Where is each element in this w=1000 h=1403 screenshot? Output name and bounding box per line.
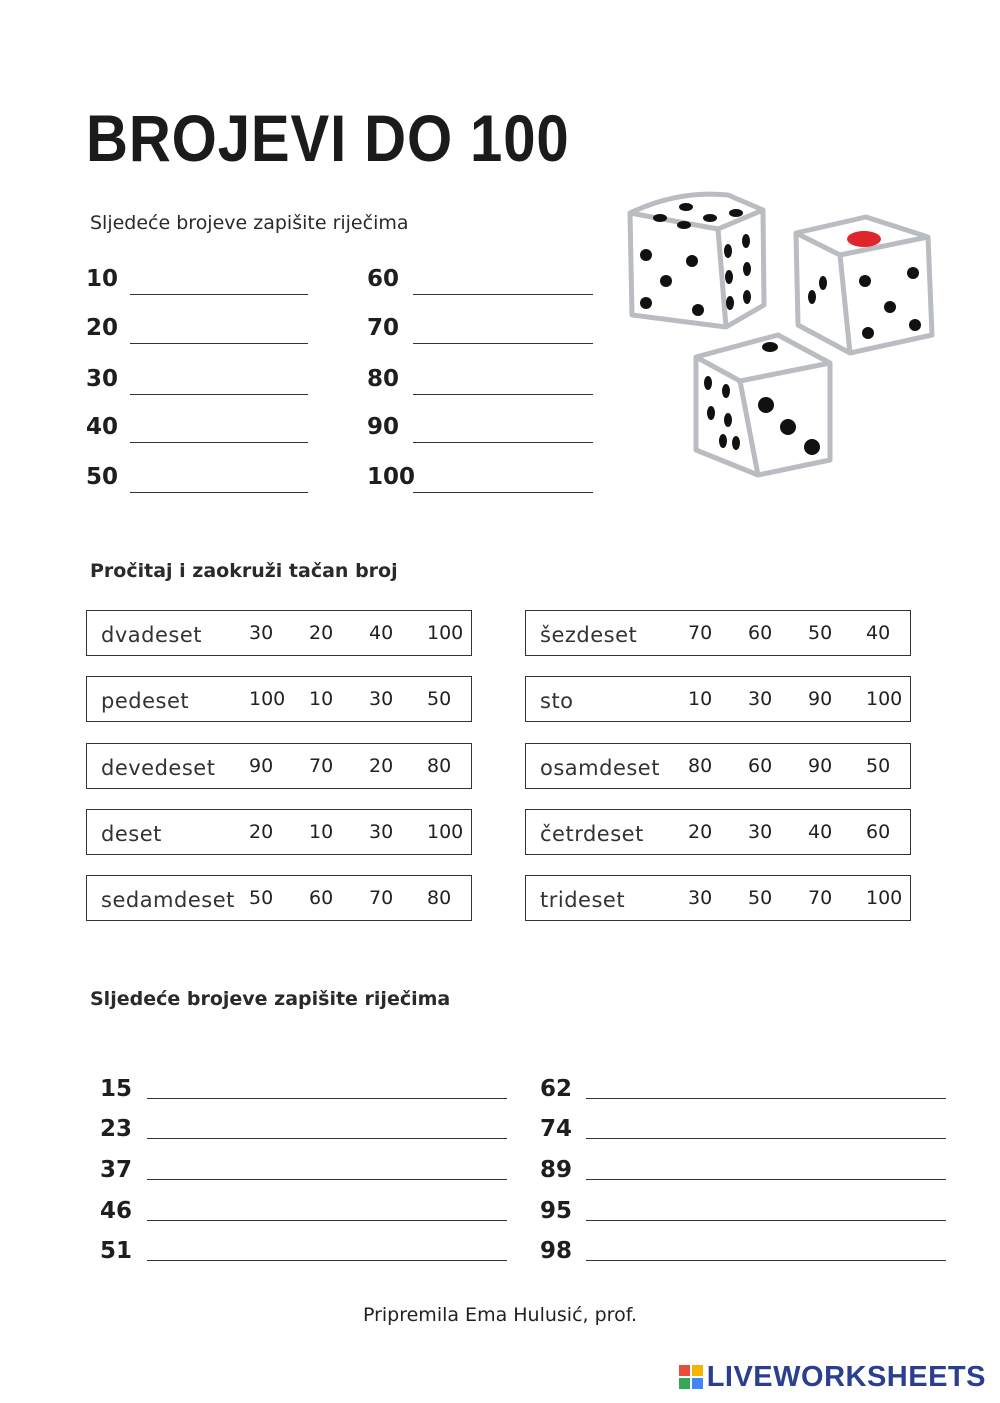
answer-line[interactable]: [130, 394, 308, 395]
number-option[interactable]: 90: [808, 688, 833, 710]
number-label: 40: [86, 414, 119, 440]
number-option[interactable]: 60: [748, 755, 773, 777]
number-choice-box: [525, 743, 911, 789]
number-option[interactable]: 60: [309, 887, 334, 909]
answer-line[interactable]: [586, 1138, 946, 1139]
answer-line[interactable]: [130, 343, 308, 344]
answer-line[interactable]: [413, 394, 593, 395]
number-label: 20: [86, 315, 119, 341]
number-choice-box: [86, 809, 472, 855]
number-option[interactable]: 50: [249, 887, 274, 909]
number-word: četrdeset: [540, 822, 644, 846]
number-choice-box: [86, 743, 472, 789]
number-option[interactable]: 30: [748, 821, 773, 843]
number-option[interactable]: 40: [808, 821, 833, 843]
number-option[interactable]: 30: [369, 821, 394, 843]
number-label: 89: [540, 1157, 573, 1183]
number-option[interactable]: 40: [369, 622, 394, 644]
number-option[interactable]: 50: [427, 688, 452, 710]
number-option[interactable]: 100: [427, 821, 464, 843]
number-option[interactable]: 30: [748, 688, 773, 710]
number-option[interactable]: 50: [808, 622, 833, 644]
number-word: dvadeset: [101, 623, 202, 647]
number-label: 10: [86, 266, 119, 292]
answer-line[interactable]: [130, 492, 308, 493]
number-label: 51: [100, 1238, 133, 1264]
answer-line[interactable]: [413, 442, 593, 443]
answer-line[interactable]: [147, 1260, 507, 1261]
section1-instruction: Sljedeće brojeve zapišite riječima: [90, 212, 409, 234]
number-option[interactable]: 70: [688, 622, 713, 644]
number-choice-box: [525, 809, 911, 855]
number-word: deset: [101, 822, 162, 846]
number-option[interactable]: 20: [688, 821, 713, 843]
number-option[interactable]: 60: [866, 821, 891, 843]
number-word: osamdeset: [540, 756, 660, 780]
number-option[interactable]: 100: [427, 622, 464, 644]
answer-line[interactable]: [413, 492, 593, 493]
number-option[interactable]: 50: [866, 755, 891, 777]
answer-line[interactable]: [147, 1138, 507, 1139]
answer-line[interactable]: [413, 343, 593, 344]
number-choice-box: [86, 676, 472, 722]
number-label: 15: [100, 1076, 133, 1102]
number-option[interactable]: 30: [369, 688, 394, 710]
number-label: 98: [540, 1238, 573, 1264]
number-label: 100: [367, 464, 416, 490]
number-word: sedamdeset: [101, 888, 235, 912]
answer-line[interactable]: [147, 1220, 507, 1221]
answer-line[interactable]: [147, 1179, 507, 1180]
answer-line[interactable]: [586, 1179, 946, 1180]
answer-line[interactable]: [586, 1098, 946, 1099]
page-title: BROJEVI DO 100: [86, 101, 570, 175]
number-option[interactable]: 80: [688, 755, 713, 777]
number-choice-box: [525, 610, 911, 656]
number-option[interactable]: 40: [866, 622, 891, 644]
number-label: 23: [100, 1116, 133, 1142]
answer-line[interactable]: [130, 442, 308, 443]
number-option[interactable]: 100: [866, 688, 903, 710]
number-option[interactable]: 60: [748, 622, 773, 644]
number-choice-box: [86, 610, 472, 656]
number-label: 46: [100, 1198, 133, 1224]
number-option[interactable]: 70: [309, 755, 334, 777]
liveworksheets-text: LIVEWORKSHEETS: [706, 1360, 986, 1393]
number-option[interactable]: 30: [688, 887, 713, 909]
number-option[interactable]: 10: [688, 688, 713, 710]
number-option[interactable]: 20: [309, 622, 334, 644]
number-option[interactable]: 90: [249, 755, 274, 777]
number-option[interactable]: 20: [369, 755, 394, 777]
number-option[interactable]: 70: [808, 887, 833, 909]
number-word: pedeset: [101, 689, 190, 713]
number-option[interactable]: 70: [369, 887, 394, 909]
number-label: 37: [100, 1157, 133, 1183]
liveworksheets-icon: [679, 1365, 703, 1389]
answer-line[interactable]: [586, 1220, 946, 1221]
die-icon: [630, 194, 932, 475]
number-word: devedeset: [101, 756, 216, 780]
number-option[interactable]: 30: [249, 622, 274, 644]
number-label: 30: [86, 366, 119, 392]
section2-instruction: Pročitaj i zaokruži tačan broj: [90, 560, 398, 582]
liveworksheets-logo: [679, 1362, 986, 1392]
number-label: 90: [367, 414, 400, 440]
answer-line[interactable]: [413, 294, 593, 295]
number-option[interactable]: 80: [427, 887, 452, 909]
number-label: 95: [540, 1198, 573, 1224]
number-word: šezdeset: [540, 623, 638, 647]
number-option[interactable]: 100: [249, 688, 286, 710]
number-option[interactable]: 80: [427, 755, 452, 777]
section3-instruction: Sljedeće brojeve zapišite riječima: [90, 988, 451, 1010]
number-option[interactable]: 90: [808, 755, 833, 777]
number-option[interactable]: 100: [866, 887, 903, 909]
number-label: 50: [86, 464, 119, 490]
number-label: 62: [540, 1076, 573, 1102]
red-pip-icon: [847, 231, 881, 247]
number-option[interactable]: 50: [748, 887, 773, 909]
number-option[interactable]: 20: [249, 821, 274, 843]
number-choice-box: [86, 875, 472, 921]
author-credit: Pripremila Ema Hulusić, prof.: [362, 1304, 638, 1326]
number-label: 74: [540, 1116, 573, 1142]
dice-illustration: [618, 185, 948, 485]
number-choice-box: [525, 875, 911, 921]
answer-line[interactable]: [130, 294, 308, 295]
number-label: 60: [367, 266, 400, 292]
number-option[interactable]: 10: [309, 688, 334, 710]
number-word: sto: [540, 689, 574, 713]
number-label: 80: [367, 366, 400, 392]
number-choice-box: [525, 676, 911, 722]
number-label: 70: [367, 315, 400, 341]
number-word: trideset: [540, 888, 626, 912]
answer-line[interactable]: [147, 1098, 507, 1099]
number-option[interactable]: 10: [309, 821, 334, 843]
answer-line[interactable]: [586, 1260, 946, 1261]
